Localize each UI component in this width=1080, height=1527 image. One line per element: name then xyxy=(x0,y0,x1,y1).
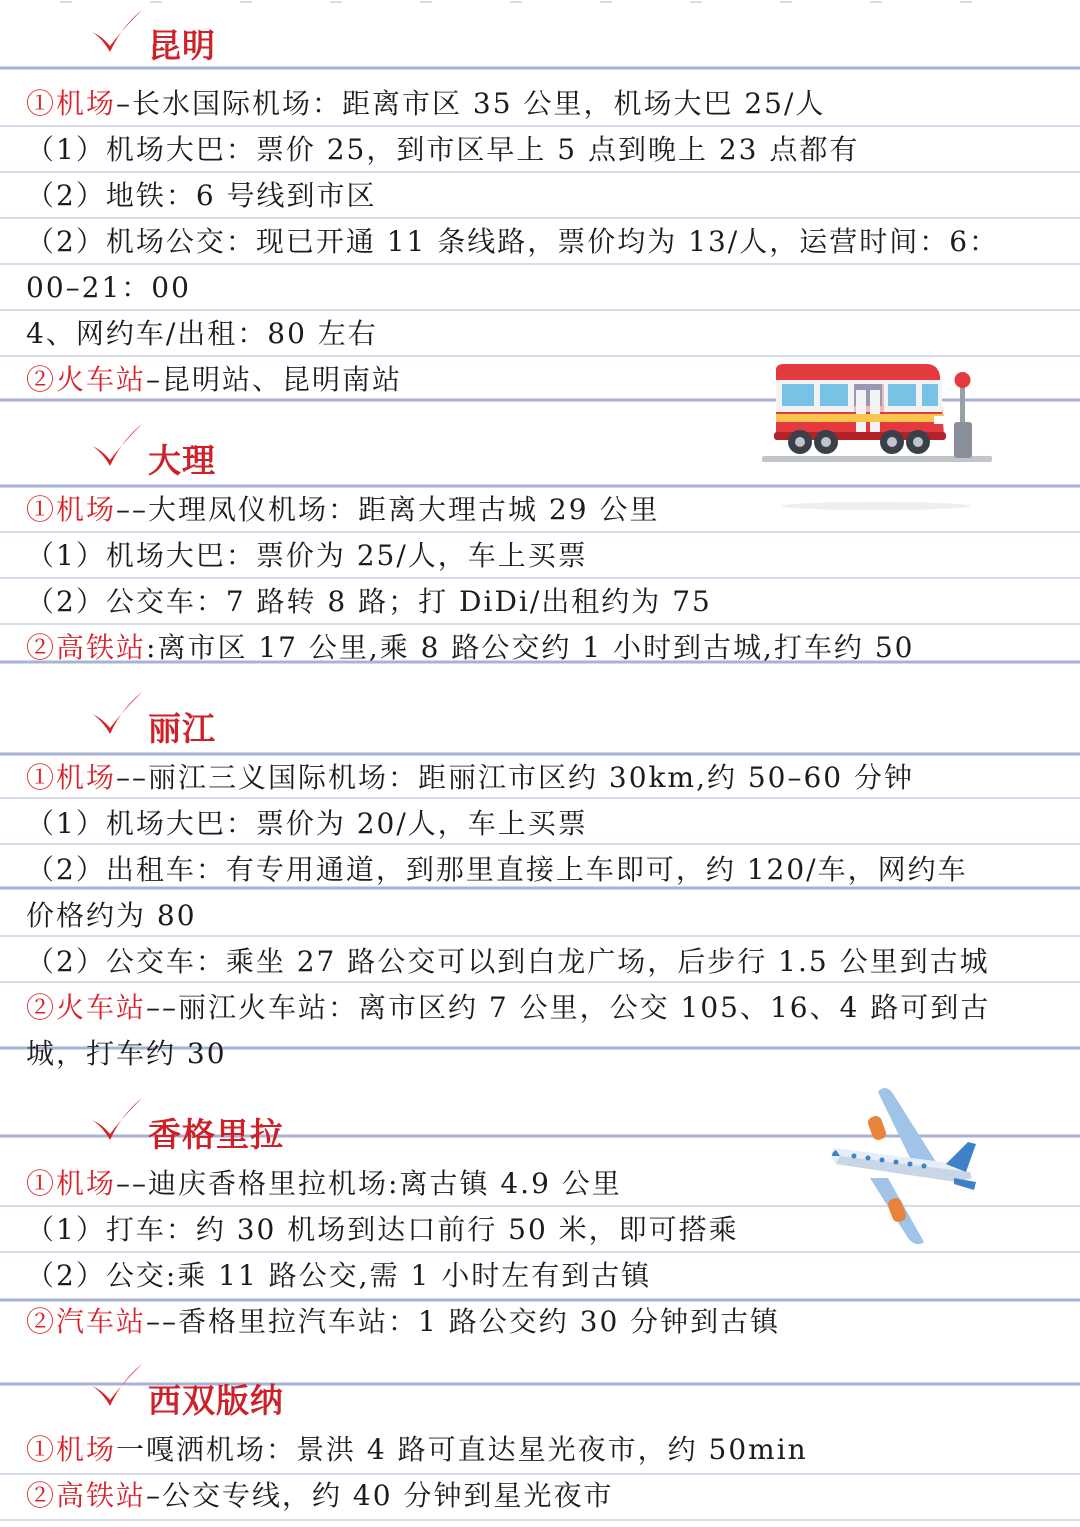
list-item: （2）地铁：6 号线到市区 xyxy=(26,179,377,212)
highlight-label: ②火车站 xyxy=(26,363,147,396)
section-title-shangri-la: 香格里拉 xyxy=(148,1115,284,1154)
highlight-label: ①机场 xyxy=(26,493,117,526)
list-item: 00–21：00 xyxy=(26,271,191,304)
checkmark-icon xyxy=(88,690,144,740)
list-item: ②火车站–昆明站、昆明南站 xyxy=(26,363,403,396)
list-item: ①机场––迪庆香格里拉机场:离古镇 4.9 公里 xyxy=(26,1167,622,1200)
list-item: ②高铁站–公交专线，约 40 分钟到星光夜市 xyxy=(26,1479,614,1512)
section-title-lijiang: 丽江 xyxy=(148,709,216,748)
checkmark-icon xyxy=(88,1362,144,1412)
list-item: 价格约为 80 xyxy=(26,899,197,932)
checkmark-icon xyxy=(88,8,144,58)
list-item: 城，打车约 30 xyxy=(26,1037,227,1070)
list-item: ②高铁站:离市区 17 公里,乘 8 路公交约 1 小时到古城,打车约 50 xyxy=(26,631,915,664)
highlight-label: ①机场 xyxy=(26,1167,117,1200)
list-item: （2）机场公交：现已开通 11 条线路，票价均为 13/人，运营时间：6： xyxy=(26,225,1000,258)
list-item: ①机场–长水国际机场：距离市区 35 公里，机场大巴 25/人 xyxy=(26,87,826,120)
list-item: （1）机场大巴：票价为 25/人，车上买票 xyxy=(26,539,588,572)
checkmark-icon xyxy=(88,1096,144,1146)
bus-stop-illustration xyxy=(756,360,996,515)
highlight-label: ①机场 xyxy=(26,761,117,794)
airplane-illustration xyxy=(826,1086,980,1244)
section-title-xishuangbanna: 西双版纳 xyxy=(148,1381,284,1420)
highlight-label: ②汽车站 xyxy=(26,1305,147,1338)
list-item: ①机场––大理凤仪机场：距离大理古城 29 公里 xyxy=(26,493,660,526)
highlight-label: ①机场 xyxy=(26,1433,117,1466)
list-item: ①机场一嘎洒机场：景洪 4 路可直达星光夜市，约 50min xyxy=(26,1433,808,1466)
section-title-kunming: 昆明 xyxy=(148,26,216,65)
list-item: （1）机场大巴：票价为 20/人，车上买票 xyxy=(26,807,588,840)
list-item: （2）出租车：有专用通道，到那里直接上车即可，约 120/车，网约车 xyxy=(26,853,968,886)
highlight-label: ②高铁站 xyxy=(26,631,147,664)
list-item: （2）公交车：7 路转 8 路；打 DiDi/出租约为 75 xyxy=(26,585,712,618)
highlight-label: ②火车站 xyxy=(26,991,147,1024)
list-item: （2）公交:乘 11 路公交,需 1 小时左有到古镇 xyxy=(26,1259,652,1292)
list-item: （2）公交车：乘坐 27 路公交可以到白龙广场，后步行 1.5 公里到古城 xyxy=(26,945,990,978)
section-title-dali: 大理 xyxy=(148,441,216,480)
list-item: （1）机场大巴：票价 25，到市区早上 5 点到晚上 23 点都有 xyxy=(26,133,860,166)
list-item: 4、网约车/出租：80 左右 xyxy=(26,317,378,350)
highlight-label: ②高铁站 xyxy=(26,1479,147,1512)
list-item: ②火车站––丽江火车站：离市区约 7 公里，公交 105、16、4 路可到古 xyxy=(26,991,991,1024)
list-item: ①机场––丽江三义国际机场：距丽江市区约 30km,约 50–60 分钟 xyxy=(26,761,915,794)
checkmark-icon xyxy=(88,422,144,472)
list-item: （1）打车：约 30 机场到达口前行 50 米，即可搭乘 xyxy=(26,1213,739,1246)
list-item: ②汽车站––香格里拉汽车站：1 路公交约 30 分钟到古镇 xyxy=(26,1305,781,1338)
highlight-label: ①机场 xyxy=(26,87,117,120)
